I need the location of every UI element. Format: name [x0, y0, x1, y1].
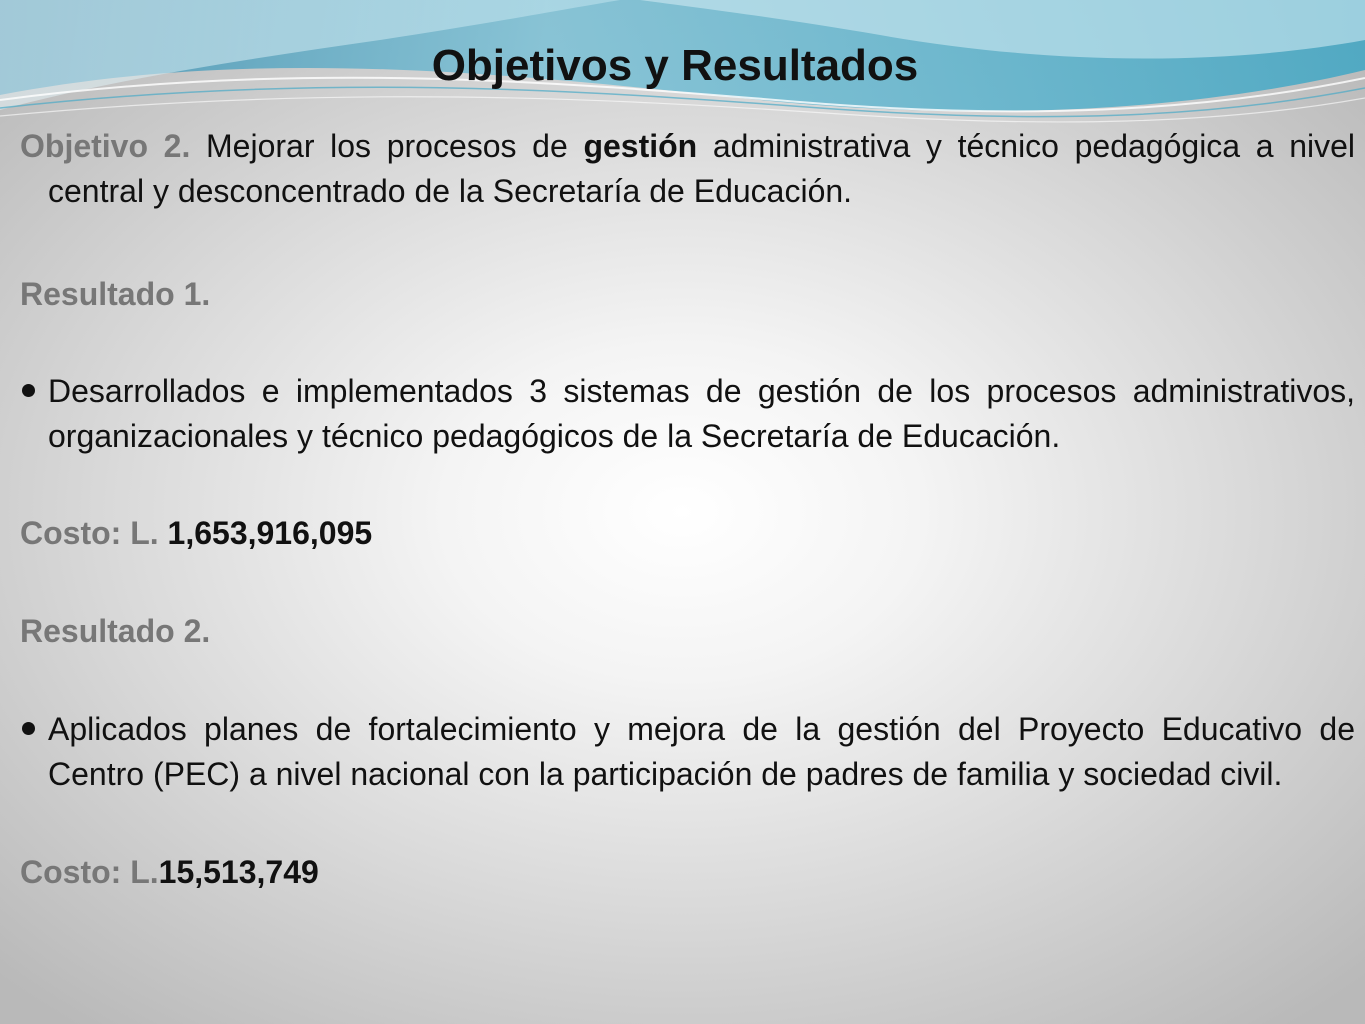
- result-1-bullet-text: Desarrollados e implementados 3 sistemas de gestión de los procesos administrativos, organizacionales y técnico pedagógicos de la Secretaría de Educación.: [48, 373, 1355, 454]
- result-2-cost-label: Costo: L.: [20, 854, 159, 890]
- result-1-cost: [20, 511, 1355, 556]
- objective-text-before: Mejorar los procesos de: [206, 128, 568, 164]
- result-2-cost-value: 15,513,749: [158, 854, 319, 890]
- result-1-cost-label: Costo: L.: [20, 515, 168, 551]
- result-1-bullet: [20, 369, 1355, 459]
- objective-paragraph: [20, 124, 1355, 214]
- objective-label: Objetivo 2.: [20, 128, 191, 164]
- result-2-bullet-text: Aplicados planes de fortalecimiento y mejora de la gestión del Proyecto Educativo de Centro (PEC) a nivel nacional con la participación de padres de familia y sociedad civil.: [48, 711, 1355, 792]
- result-1-heading: Resultado 1.: [20, 276, 211, 312]
- slide-content: [20, 124, 1355, 895]
- bullet-dot-icon: [22, 384, 35, 397]
- bullet-dot-icon: [22, 722, 35, 735]
- objective-text-after: administrativa y técnico pedagógica a nivel central y desconcentrado de la Secretaría de Educación.: [48, 128, 1356, 209]
- objective-emphasis: gestión: [583, 128, 698, 164]
- result-2-heading: Resultado 2.: [20, 613, 211, 649]
- slide-title: Objetivos y Resultados: [431, 41, 919, 90]
- result-2-bullet: [20, 707, 1355, 797]
- result-2-cost: [20, 850, 1355, 895]
- result-1-cost-value: 1,653,916,095: [167, 515, 373, 551]
